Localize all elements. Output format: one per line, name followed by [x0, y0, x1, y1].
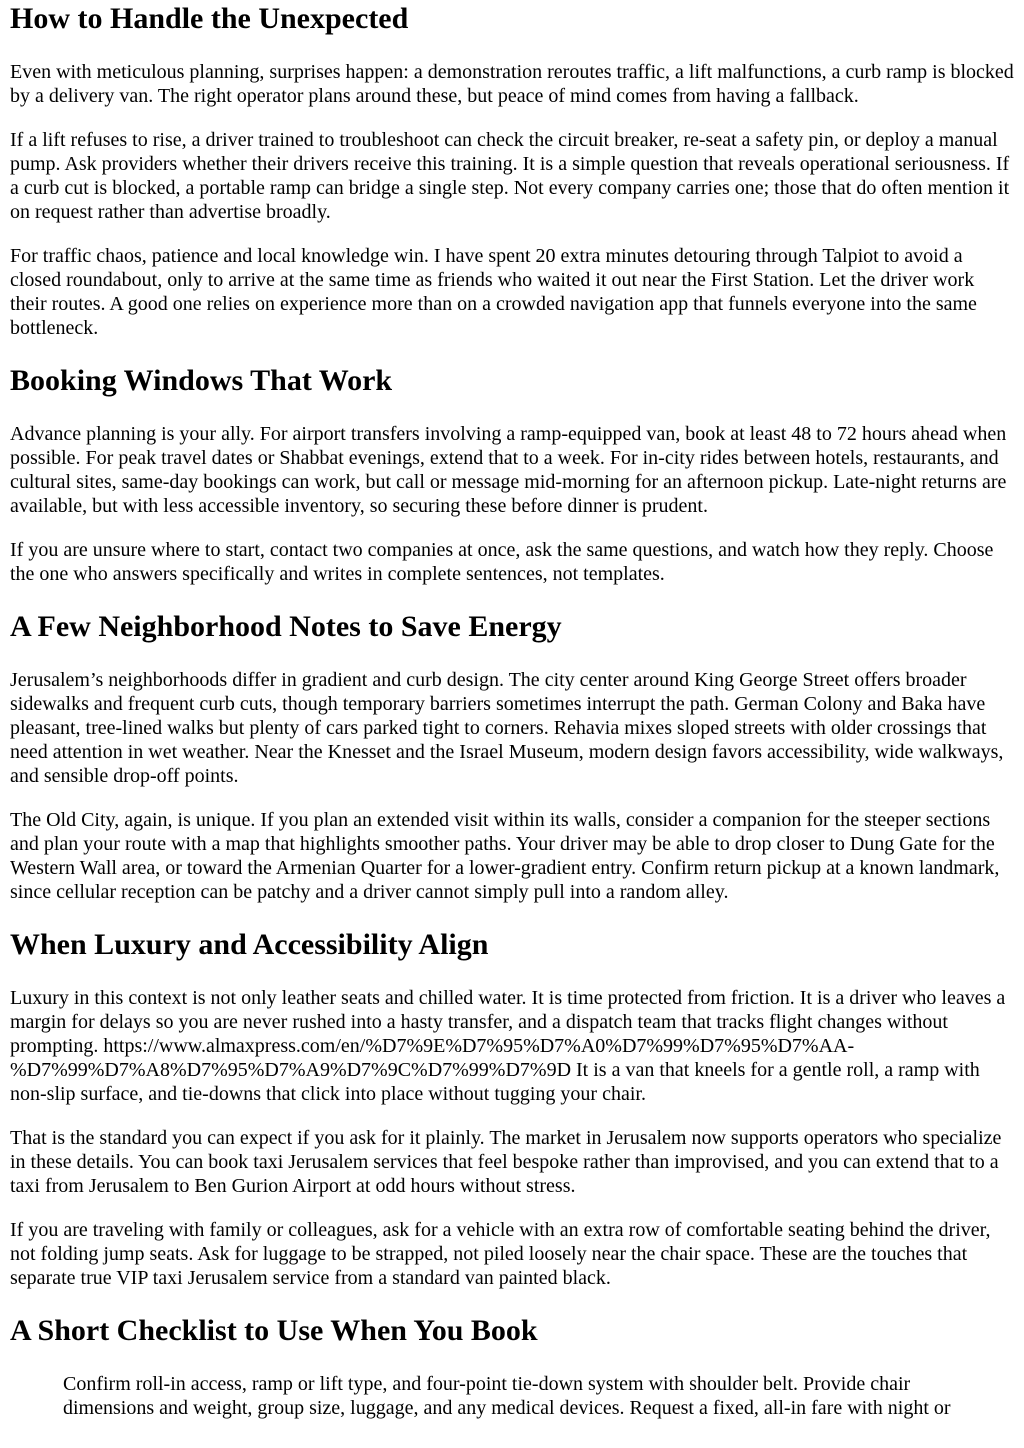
section-booking-windows	[10, 364, 1014, 586]
paragraph-text: Luxury in this context is not only leather seats and chilled water. It is time protected from friction. It is a driver who leaves a margin for delays so you are never rushed into a hasty transfer, and a dispatch team that tracks flight changes without prompting.	[10, 987, 1006, 1057]
paragraph: Advance planning is your ally. For airport transfers involving a ramp-equipped van, book at least 48 to 72 hours ahead when possible. For peak travel dates or Shabbat evenings, extend that to a week. For in-city rides between hotels, restaurants, and cultural sites, same-day bookings can work, but call or message mid-morning for an afternoon pickup. Late-night returns are available, but with less accessible inventory, so securing these before dinner is prudent.	[10, 423, 1007, 517]
section-heading: A Short Checklist to Use When You Book	[10, 1314, 538, 1347]
paragraph: If you are traveling with family or colleagues, ask for a vehicle with an extra row of comfortable seating behind the driver, not folding jump seats. Ask for luggage to be strapped, not piled loosely near the chair space. These are the touches that separate true VIP taxi Jerusalem service from a standard van painted black.	[10, 1219, 991, 1289]
checklist-quote	[63, 1372, 964, 1420]
url-text: https://www.almaxpress.com/en/%D7%9E%D7%95%D7%A0%D7%99%D7%95%D7%AA-	[103, 1035, 855, 1057]
section-heading: A Few Neighborhood Notes to Save Energy	[10, 610, 562, 643]
paragraph: If you are unsure where to start, contact two companies at once, ask the same questions, and watch how they reply. Choose the one who answers specifically and writes in complete sentences, not templates.	[10, 539, 994, 585]
section-heading: When Luxury and Accessibility Align	[10, 928, 489, 961]
paragraph: The Old City, again, is unique. If you plan an extended visit within its walls, consider a companion for the steeper sections and plan your route with a map that highlights smoother paths. Your driver may be able to drop closer to Dung Gate for the Western Wall area, or toward the Armenian Quarter for a lower-gradient entry. Confirm return pickup at a known landmark, since cellular reception can be patchy and a driver cannot simply pull into a random alley.	[10, 809, 1000, 903]
section-heading: Booking Windows That Work	[10, 364, 393, 397]
paragraph: Even with meticulous planning, surprises happen: a demonstration reroutes traffic, a lift malfunctions, a curb ramp is blocked by a delivery van. The right operator plans around these, but peace of mind comes from having a fallback.	[10, 61, 1014, 107]
paragraph: Jerusalem’s neighborhoods differ in gradient and curb design. The city center around King George Street offers broader sidewalks and frequent curb cuts, though temporary barriers sometimes interrupt the path. German Colony and Baka have pleasant, tree-lined walks but plenty of cars parked tight to corners. Rehavia mixes sloped streets with older crossings that need attention in wet weather. Near the Knesset and the Israel Museum, modern design favors accessibility, wide walkways, and sensible drop-off points.	[10, 669, 1004, 787]
url-text: %D7%99%D7%A8%D7%95%D7%A9%D7%9C%D7%99%D7%9D	[10, 1059, 572, 1081]
section-neighborhood-notes	[10, 610, 1014, 904]
paragraph: If a lift refuses to rise, a driver trained to troubleshoot can check the circuit breaker, re-seat a safety pin, or deploy a manual pump. Ask providers whether their drivers receive this training. It is a simple question that reveals operational seriousness. If a curb cut is blocked, a portable ramp can bridge a single step. Not every company carries one; those that do often mention it on request rather than advertise broadly.	[10, 129, 1010, 223]
paragraph: For traffic chaos, patience and local knowledge win. I have spent 20 extra minutes detouring through Talpiot to avoid a closed roundabout, only to arrive at the same time as friends who waited it out near the First Station. Let the driver work their routes. A good one relies on experience more than on a crowded navigation app that funnels everyone into the same bottleneck.	[10, 245, 977, 339]
section-luxury-accessibility	[10, 928, 1014, 1290]
section-handle-unexpected	[10, 2, 1014, 340]
paragraph: Confirm roll-in access, ramp or lift type, and four-point tie-down system with shoulder belt. Provide chair dimensions and weight, group size, luggage, and any medical devices. Request a fixed, all-in fare with night or	[63, 1373, 951, 1419]
paragraph-text: It is a van that kneels for a gentle roll, a ramp with non-slip surface, and tie-downs that click into place without tugging your chair.	[10, 1059, 980, 1105]
section-checklist	[10, 1314, 1014, 1420]
section-heading: How to Handle the Unexpected	[10, 2, 409, 35]
paragraph: That is the standard you can expect if you ask for it plainly. The market in Jerusalem now supports operators who specialize in these details. You can book taxi Jerusalem services that feel bespoke rather than improvised, and you can extend that to a taxi from Jerusalem to Ben Gurion Airport at odd hours without stress.	[10, 1127, 1002, 1197]
paragraph-with-url	[10, 986, 1014, 1106]
